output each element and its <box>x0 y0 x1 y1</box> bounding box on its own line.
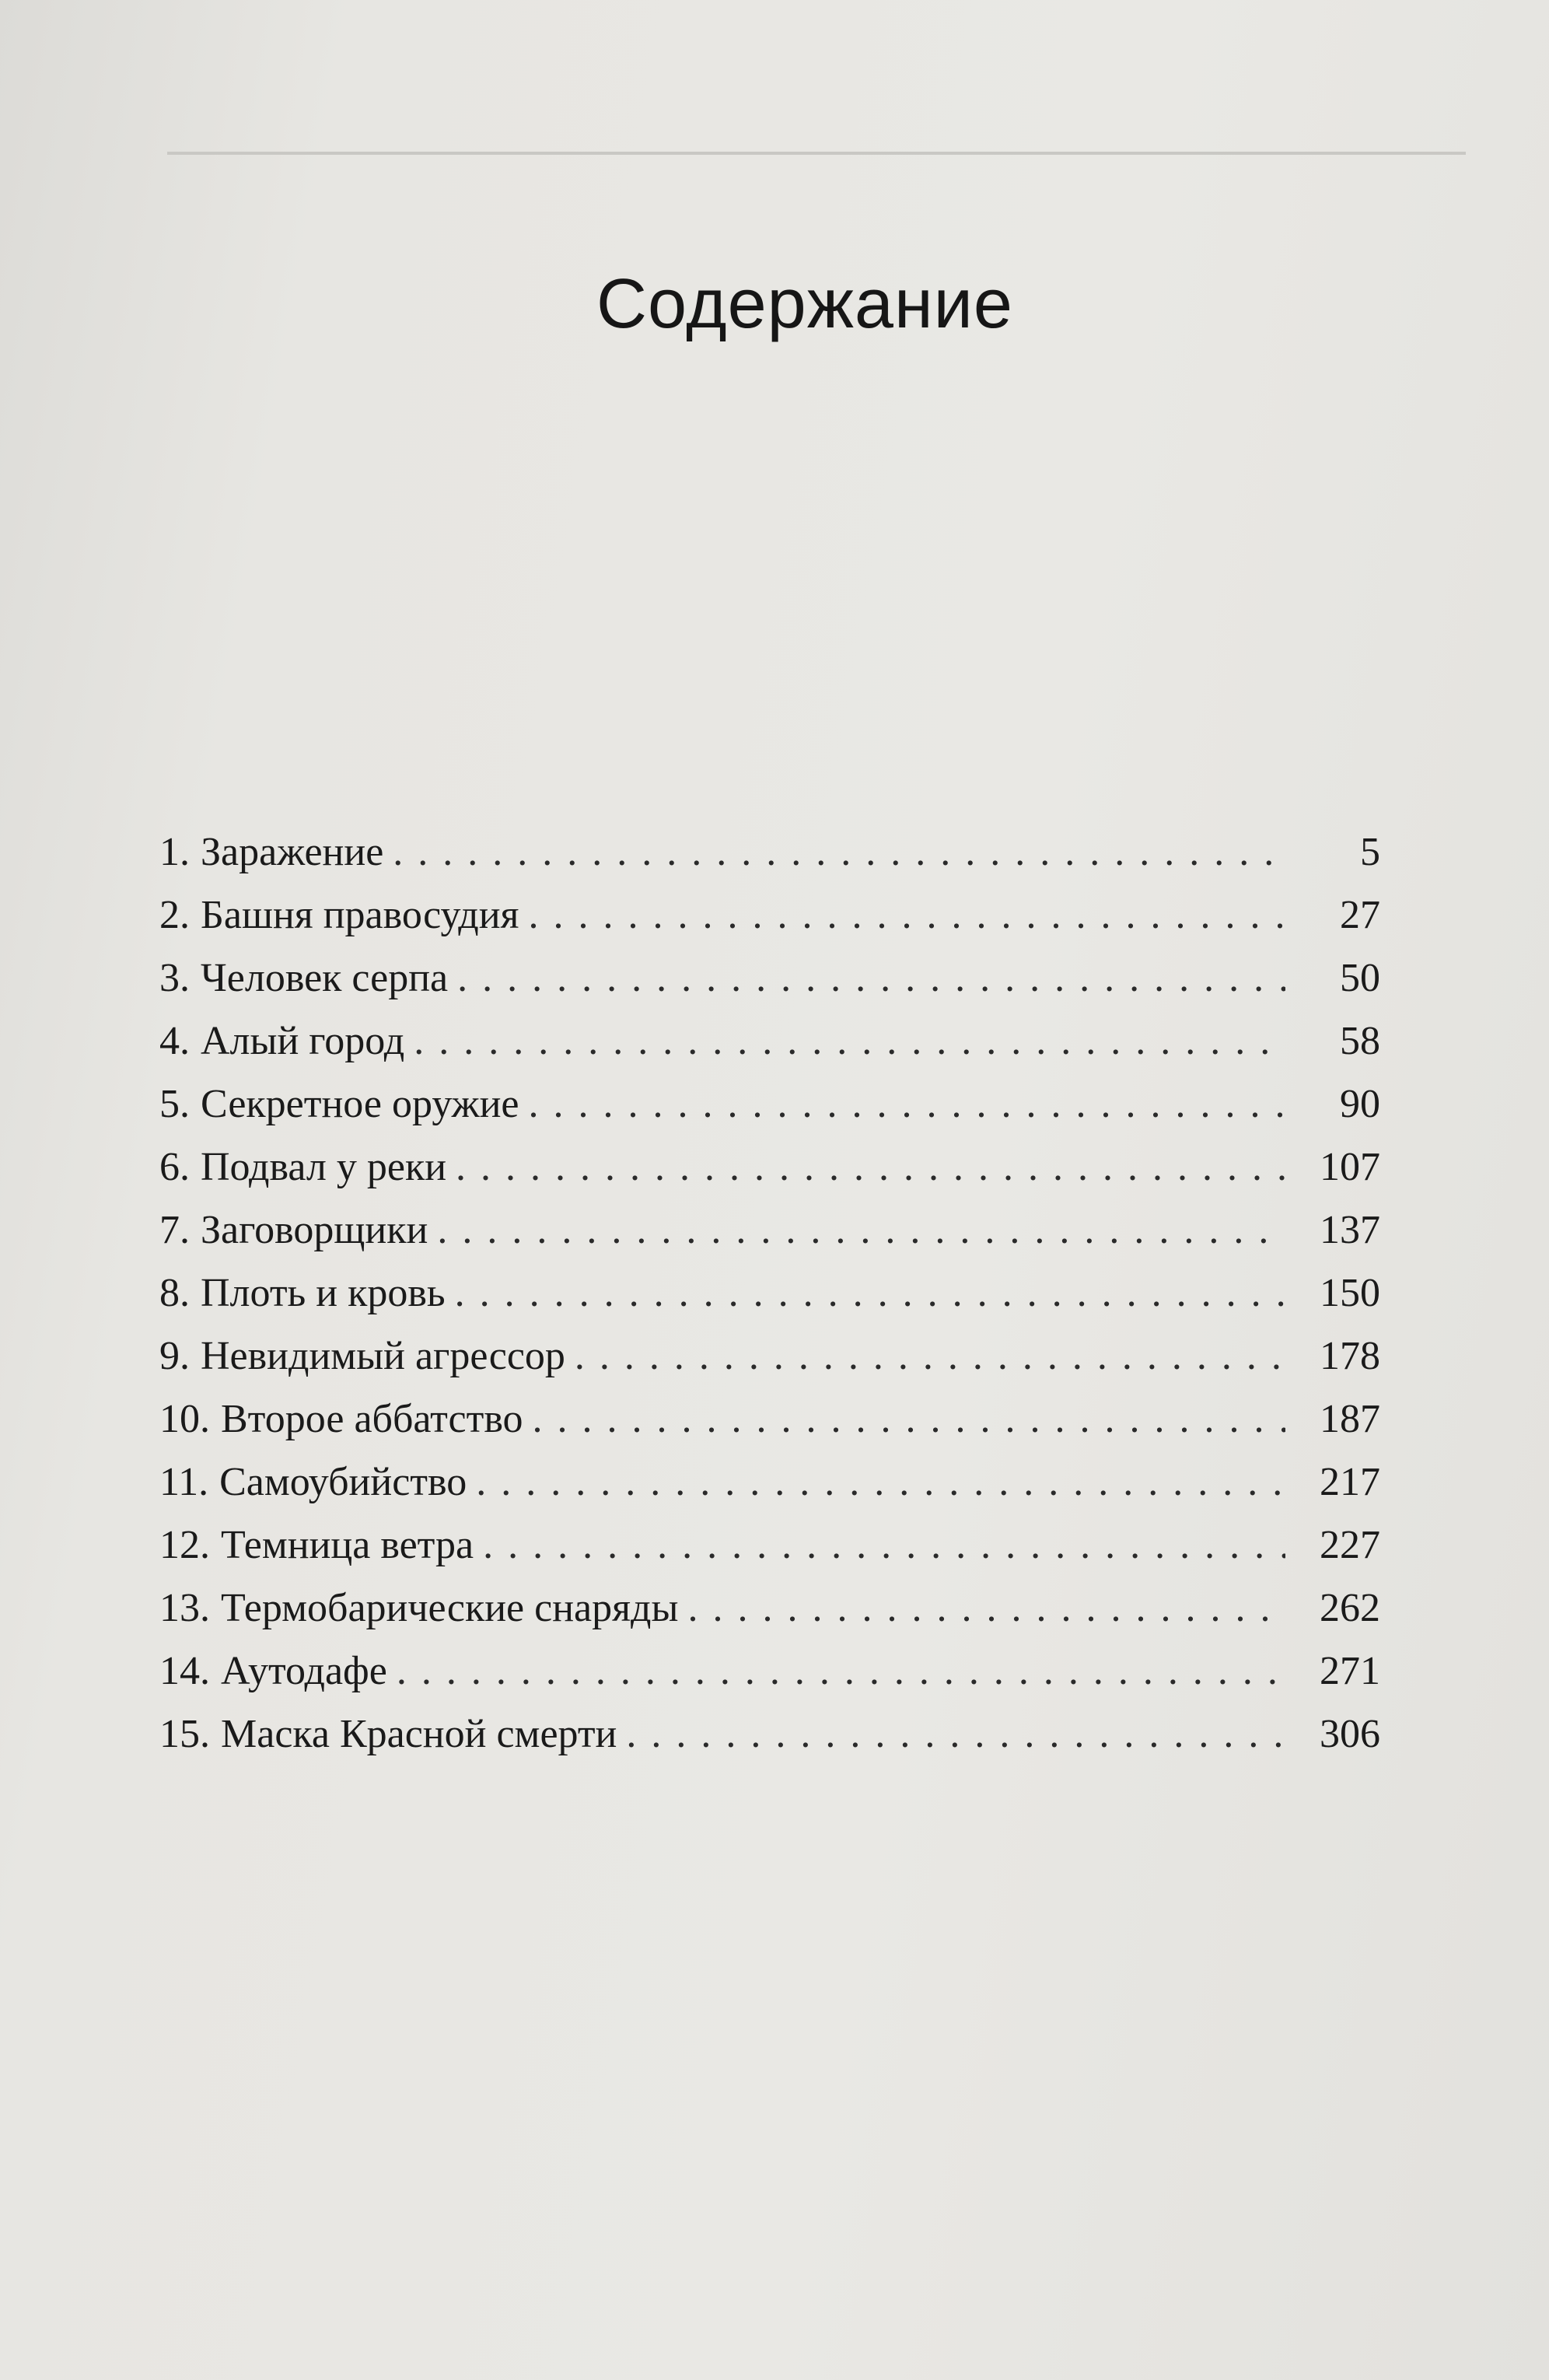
toc-entry-title: Невидимый агрессор <box>201 1334 565 1378</box>
toc-entry-page: 262 <box>1320 1586 1380 1630</box>
toc-entry <box>159 1073 1380 1136</box>
toc-leader-dots <box>456 1136 1285 1199</box>
toc-entry-number: 9. <box>159 1334 190 1378</box>
toc-entry <box>159 1703 1380 1766</box>
toc-entry-page: 217 <box>1320 1460 1380 1504</box>
toc-entry <box>159 1577 1380 1640</box>
toc-entry-title: Плоть и кровь <box>201 1271 446 1315</box>
toc-leader-dots <box>528 1073 1285 1136</box>
toc-leader-dots <box>528 884 1285 947</box>
toc-entry-number: 1. <box>159 830 190 874</box>
toc-entry <box>159 947 1380 1010</box>
toc-entry <box>159 1010 1380 1073</box>
toc-entry <box>159 1262 1380 1325</box>
toc-entry-title: Второе аббатство <box>221 1397 523 1441</box>
toc-entry <box>159 1325 1380 1388</box>
toc-entry <box>159 1640 1380 1703</box>
toc-entry-title: Термобарические снаряды <box>221 1586 679 1630</box>
toc-leader-dots <box>476 1451 1285 1514</box>
toc-entry-title: Темница ветра <box>221 1523 474 1567</box>
toc-entry <box>159 1514 1380 1577</box>
toc-entry-number: 2. <box>159 893 190 937</box>
toc-entry-title: Человек серпа <box>201 956 449 1000</box>
toc-leader-dots <box>414 1010 1285 1073</box>
toc-leader-dots <box>575 1325 1285 1388</box>
toc-entry-page: 107 <box>1320 1145 1380 1189</box>
toc-leader-dots <box>393 821 1285 884</box>
toc-entry-title: Подвал у реки <box>201 1145 447 1189</box>
toc-entry-page: 306 <box>1320 1712 1380 1756</box>
toc-entry-number: 15. <box>159 1712 210 1756</box>
toc-entry-page: 50 <box>1340 956 1380 1000</box>
toc-entry-number: 12. <box>159 1523 210 1567</box>
toc-entry-title: Секретное оружие <box>201 1082 519 1126</box>
toc-entry-page: 90 <box>1340 1082 1380 1126</box>
toc-entry <box>159 884 1380 947</box>
toc-entry-title: Заражение <box>201 830 384 874</box>
toc-leader-dots <box>457 947 1285 1010</box>
table-of-contents <box>159 821 1380 1766</box>
toc-entry <box>159 1199 1380 1262</box>
toc-entry-number: 5. <box>159 1082 190 1126</box>
toc-entry-number: 11. <box>159 1460 209 1504</box>
toc-leader-dots <box>437 1199 1285 1262</box>
toc-entry-number: 3. <box>159 956 190 1000</box>
toc-leader-dots <box>483 1514 1285 1577</box>
toc-entry-page: 178 <box>1320 1334 1380 1378</box>
toc-entry-number: 13. <box>159 1586 210 1630</box>
toc-entry-title: Башня правосудия <box>201 893 519 937</box>
toc-entry-title: Алый город <box>201 1019 405 1063</box>
toc-entry-page: 58 <box>1340 1019 1380 1063</box>
toc-leader-dots <box>687 1577 1285 1640</box>
toc-entry-number: 14. <box>159 1649 210 1693</box>
toc-entry-number: 8. <box>159 1271 190 1315</box>
toc-entry-number: 10. <box>159 1397 210 1441</box>
toc-entry <box>159 1136 1380 1199</box>
page-title: Содержание <box>596 265 1013 343</box>
toc-entry-title: Заговорщики <box>201 1208 428 1252</box>
toc-entry-page: 271 <box>1320 1649 1380 1693</box>
toc-entry-number: 4. <box>159 1019 190 1063</box>
toc-entry-page: 227 <box>1320 1523 1380 1567</box>
toc-leader-dots <box>626 1703 1285 1766</box>
toc-entry-title: Самоубийство <box>219 1460 467 1504</box>
toc-leader-dots <box>533 1388 1285 1451</box>
toc-entry-page: 150 <box>1320 1271 1380 1315</box>
toc-entry <box>159 1451 1380 1514</box>
toc-entry-title: Аутодафе <box>221 1649 387 1693</box>
toc-entry-title: Маска Красной смерти <box>221 1712 617 1756</box>
header-rule-bleed-through <box>167 152 1466 155</box>
toc-leader-dots <box>397 1640 1285 1703</box>
toc-entry <box>159 1388 1380 1451</box>
toc-entry-number: 6. <box>159 1145 190 1189</box>
toc-entry <box>159 821 1380 884</box>
toc-entry-number: 7. <box>159 1208 190 1252</box>
toc-entry-page: 187 <box>1320 1397 1380 1441</box>
toc-entry-page: 137 <box>1320 1208 1380 1252</box>
toc-entry-page: 27 <box>1340 893 1380 937</box>
toc-entry-page: 5 <box>1360 830 1380 874</box>
toc-leader-dots <box>455 1262 1285 1325</box>
